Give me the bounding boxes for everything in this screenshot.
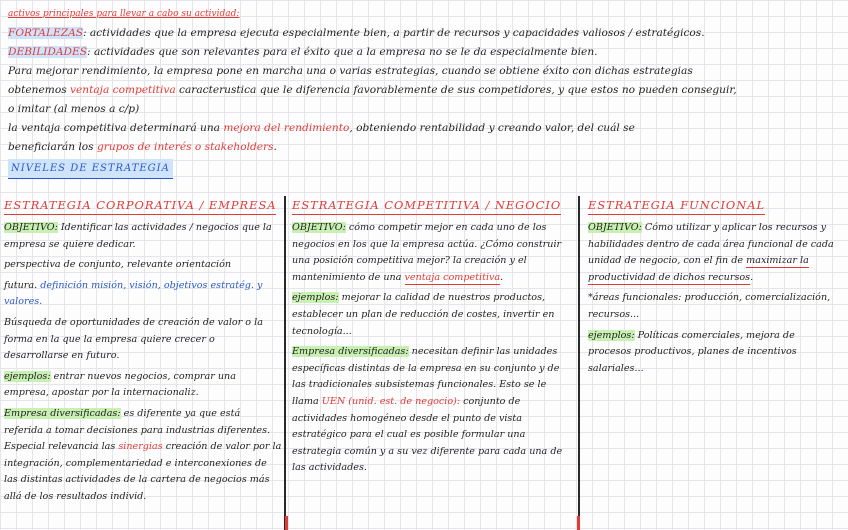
column-title-corporativa: ESTRATEGIA CORPORATIVA / EMPRESA: [4, 196, 276, 215]
maximizar-term: maximizar la productividad de dichos recursos: [588, 255, 809, 283]
diversificadas-text-1: necesitan definir las unidades específicas distintas de la empresa en su conjunto y de las tradicionales subsistemas funcionales. Esto se le llama: [292, 346, 560, 407]
para-line-3: o imitar (al menos a c/p): [8, 103, 140, 115]
column-title-competitiva: ESTRATEGIA COMPETITIVA / NEGOCIO: [292, 196, 561, 215]
debilidades-text: : actividades que son relevantes para el éxito que a la empresa no se le da especialmente bien.: [87, 46, 598, 58]
para-line-2: [8, 81, 842, 100]
futura-text: futura.: [4, 279, 38, 291]
para-line-5: [8, 138, 842, 157]
objetivo-text: cómo competir mejor en cada uno de los negocios en los que la empresa actúa. ¿Cómo construir una posición competitiva mejor? la creación y el mantenimiento de una: [292, 222, 562, 283]
para-2b: caracterustica que le diferencia favorablemente de sus competidores, y que estos no pueden conseguir,: [179, 84, 737, 96]
objetivo-text: Cómo utilizar y aplicar los recursos y habilidades dentro de cada área funcional de cada unidad de negocio, con el fin de: [588, 222, 834, 267]
diversificadas-text-1: es diferente ya que está referida a tomar decisiones para industrias diferentes. Especial relevancia las: [4, 407, 271, 453]
objetivo-competitiva: [292, 220, 574, 286]
column-title-funcional: ESTRATEGIA FUNCIONAL: [588, 196, 765, 215]
para-5b: .: [273, 141, 277, 153]
definicion-text: definición misión, visión, objetivos estratég. y valores.: [4, 279, 263, 308]
ejemplos-label: ejemplos:: [588, 329, 635, 341]
objetivo-corporativa: [4, 220, 282, 253]
fortalezas-text: : actividades que la empresa ejecuta especialmente bien, a partir de recursos y capacidades valiosos / estratégicos.: [83, 27, 705, 39]
ejemplos-label: ejemplos:: [292, 292, 339, 304]
niveles-heading: NIVELES DE ESTRATEGIA: [8, 159, 173, 179]
objetivo-label: OBJETIVO:: [4, 222, 58, 233]
ejemplos-competitiva: [292, 290, 574, 340]
ejemplos-text: entrar nuevos negocios, comprar una empresa, apostar por la internacionaliz.: [4, 370, 236, 399]
debilidades-label: DEBILIDADES: [8, 46, 88, 58]
perspectiva-text: perspectiva de conjunto, relevante orientación: [4, 259, 232, 271]
ejemplos-label: ejemplos:: [4, 370, 51, 382]
column-divider-1: [284, 196, 286, 530]
fortalezas-line: [8, 24, 842, 43]
para-5a: beneficiarán los: [8, 141, 94, 153]
column-funcional: [588, 196, 840, 528]
column-corporativa: [4, 196, 282, 528]
diversificadas-label: Empresa diversificadas:: [292, 346, 409, 358]
areas-funcionales: *áreas funcionales: producción, comercialización, recursos...: [588, 292, 831, 320]
column-competitiva: [292, 196, 574, 528]
ejemplos-corporativa: [4, 369, 282, 402]
ventaja-term: ventaja competitiva: [70, 84, 176, 96]
fortalezas-label: FORTALEZAS: [8, 27, 83, 39]
mejora-term: mejora del rendimiento: [223, 122, 350, 134]
diversificadas-label: Empresa diversificadas:: [4, 407, 121, 419]
grupos-term: grupos de interés o stakeholders: [97, 141, 274, 153]
objetivo-label: OBJETIVO:: [292, 222, 346, 233]
para-2a: obtenemos: [8, 84, 67, 96]
divider-tick: [285, 516, 288, 530]
futura-line: [4, 278, 282, 311]
objetivo-label: OBJETIVO:: [588, 222, 642, 233]
debilidades-line: [8, 43, 842, 62]
diversificadas-competitiva: [292, 344, 574, 477]
divider-tick: [577, 516, 580, 530]
ventaja-term: ventaja competitiva: [404, 271, 501, 283]
para-line-4: [8, 119, 842, 138]
diversificadas-corporativa: [4, 406, 282, 506]
objetivo-end: .: [750, 271, 754, 283]
busqueda-text: Búsqueda de oportunidades de creación de valor o la forma en la que la empresa quiere crecer o desarrollarse en futuro.: [4, 316, 263, 362]
ejemplos-text: mejorar la calidad de nuestros productos, establecer un plan de reducción de costes, invertir en tecnología...: [292, 292, 555, 337]
objetivo-end: .: [500, 271, 504, 283]
column-divider-2: [578, 196, 580, 530]
intro-heading: activos principales para llevar a cabo su actividad:: [8, 9, 240, 19]
objetivo-text: Identificar las actividades / negocios que la empresa se quiere dedicar.: [4, 222, 272, 250]
para-4a: la ventaja competitiva determinará una: [8, 122, 220, 134]
intro-section: [8, 4, 842, 179]
para-4b: , obteniendo rentabilidad y creando valor, del cuál se: [349, 122, 635, 134]
ejemplos-funcional: [588, 328, 840, 378]
diversificadas-text-2: creación de valor por la integración, complementariedad e interconexiones de las distintas actividades de la cartera de negocios más allá de los resultados individ.: [4, 441, 282, 502]
para-line-1: Para mejorar rendimiento, la empresa pone en marcha una o varias estrategias, cuando se obtiene éxito con dichas estrategias: [8, 65, 693, 77]
sinergias-term: sinergias: [118, 441, 163, 453]
diversificadas-text-2: conjunto de actividades homogéneo desde el punto de vista estratégico para el cual es posible formular una estrategia común y a su vez diferente para cada una de las actividades.: [292, 395, 563, 474]
objetivo-funcional: [588, 220, 840, 286]
uen-term: UEN (unid. est. de negocio):: [321, 395, 461, 407]
ejemplos-text: Políticas comerciales, mejora de procesos productivos, planes de incentivos salariales...: [588, 329, 797, 374]
